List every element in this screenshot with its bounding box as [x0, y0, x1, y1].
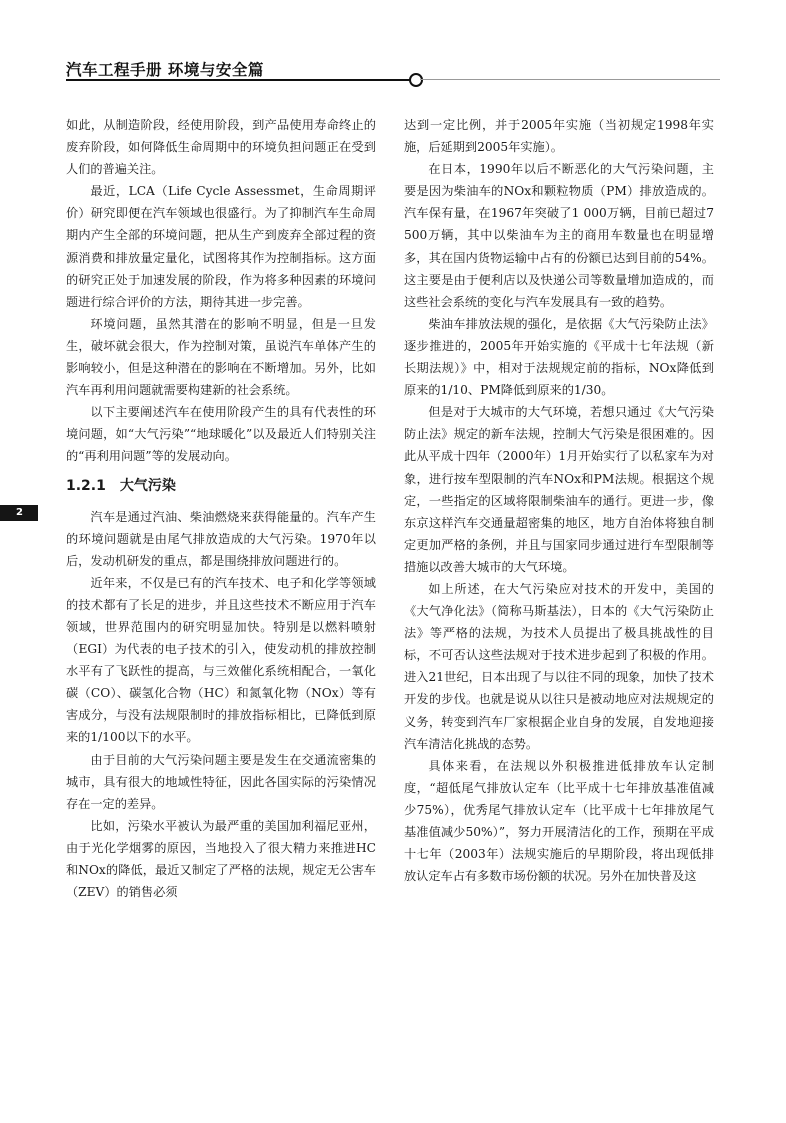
paragraph: 达到一定比例，并于2005年实施（当初规定1998年实施，后延期到2005年实施）。	[404, 118, 714, 155]
chapter-tab: 2	[0, 505, 38, 521]
paragraph: 近年来，不仅是已有的汽车技术、电子和化学等领域的技术都有了长足的进步，并且这些技术不断应用于汽车领域，世界范围内的研究明显加快。特别是以燃料喷射（EGI）为代表的电子技术的引入，使发动机的排放控制水平有了飞跃性的提高，与三效催化系统相配合，一氧化碳（CO）、碳氢化合物（HC）和氮氧化物（NOx）等有害成分，与没有法规限制时的排放指标相比，已降低到原来的1/100以下的水平。	[66, 575, 376, 745]
paragraph: 如上所述，在大气污染应对技术的开发中，美国的《大气净化法》（简称马斯基法），日本的《大气污染防止法》等严格的法规，为技术人员提出了极具挑战性的目标，不可否认这些法规对于技术进步起到了积极的作用。进入21世纪，日本出现了与以往不同的现象，加快了技术开发的步伐。也就是说从以往只是被动地应对法规规定的义务，转变到汽车厂家根据企业自身的发展，自发地迎接汽车清洁化挑战的态势。	[404, 581, 714, 751]
right-column	[404, 114, 714, 887]
paragraph: 环境问题，虽然其潜在的影响不明显，但是一旦发生，破坏就会很大，作为控制对策，虽说汽车单体产生的影响较小，但是这种潜在的影响在不断增加。另外，比如汽车再利用问题就需要构建新的社会系统。	[66, 316, 376, 398]
left-column	[66, 114, 376, 903]
paragraph: 柴油车排放法规的强化，是依据《大气污染防止法》逐步推进的，2005年开始实施的《平成十七年法规（新长期法规）》中，相对于法规规定前的指标，NOx降低到原来的1/10、PM降低到原来的1/30。	[404, 316, 714, 398]
paragraph: 如此，从制造阶段，经使用阶段，到产品使用寿命终止的废弃阶段，如何降低生命周期中的环境负担问题正在受到人们的普遍关注。	[66, 118, 376, 177]
section-number: 1.2.1	[66, 477, 106, 494]
paragraph: 具体来看，在法规以外积极推进低排放车认定制度，“超低尾气排放认定车（比平成十七年排放基准值减少75%），优秀尾气排放认定车（比平成十七年排放尾气基准值减少50%）”，努力开展清洁化的工作，预期在平成十七年（2003年）法规实施后的早期阶段，将出现低排放认定车占有多数市场份额的状况。另外在加快普及这	[404, 758, 714, 884]
paragraph: 但是对于大城市的大气环境，若想只通过《大气污染防止法》规定的新车法规，控制大气污染是很困难的。因此从平成十四年（2000年）1月开始实行了以私家车为对象，进行按车型限制的汽车NOx和PM法规。根据这个规定，一些指定的区域将限制柴油车的通行。更进一步，像东京这样汽车交通量超密集的地区，地方自治体将独自制定更加严格的条例，并且与国家同步通过进行车型限制等措施以改善大城市的大气环境。	[404, 405, 714, 574]
section-title: 大气污染	[119, 477, 176, 494]
paragraph: 比如，污染水平被认为最严重的美国加利福尼亚州，由于光化学烟雾的原因，当地投入了很大精力来推进HC和NOx的降低，最近又制定了严格的法规，规定无公害车（ZEV）的销售必须	[66, 818, 376, 900]
paragraph: 由于目前的大气污染问题主要是发生在交通流密集的城市，具有很大的地域性特征，因此各国实际的污染情况存在一定的差异。	[66, 752, 376, 811]
paragraph: 在日本，1990年以后不断恶化的大气污染问题，主要是因为柴油车的NOx和颗粒物质（PM）排放造成的。汽车保有量，在1967年突破了1 000万辆，目前已超过7 500万辆，其中以柴油车为主的商用车数量也在明显增多，其在国内货物运输中占有的份额已达到目前的54%。这主要是由于便利店以及快递公司等数量增加造成的，而这些社会系统的变化与汽车发展具有一致的趋势。	[404, 162, 714, 309]
paragraph: 以下主要阐述汽车在使用阶段产生的具有代表性的环境问题，如“大气污染”“地球暖化”以及最近人们特别关注的“再利用问题”等的发展动向。	[66, 405, 376, 464]
header-rule-thin	[420, 79, 720, 80]
running-header-title: 汽车工程手册 环境与安全篇	[66, 61, 264, 79]
header-circle-ornament	[409, 73, 423, 87]
header-rule	[66, 79, 411, 81]
paragraph: 最近，LCA（Life Cycle Assessmet，生命周期评价）研究即便在汽车领域也很盛行。为了抑制汽车生命周期内产生全部的环境问题，把从生产到废弃全部过程的资源消费和排放量定量化，试图将其作为控制指标。这方面的研究正处于加速发展的阶段，作为将多种因素的环境问题进行综合评价的方法，期待其进一步完善。	[66, 184, 376, 309]
paragraph: 汽车是通过汽油、柴油燃烧来获得能量的。汽车产生的环境问题就是由尾气排放造成的大气污染。1970年以后，发动机研发的重点，都是围绕排放问题进行的。	[66, 509, 376, 568]
section-heading	[66, 474, 376, 498]
